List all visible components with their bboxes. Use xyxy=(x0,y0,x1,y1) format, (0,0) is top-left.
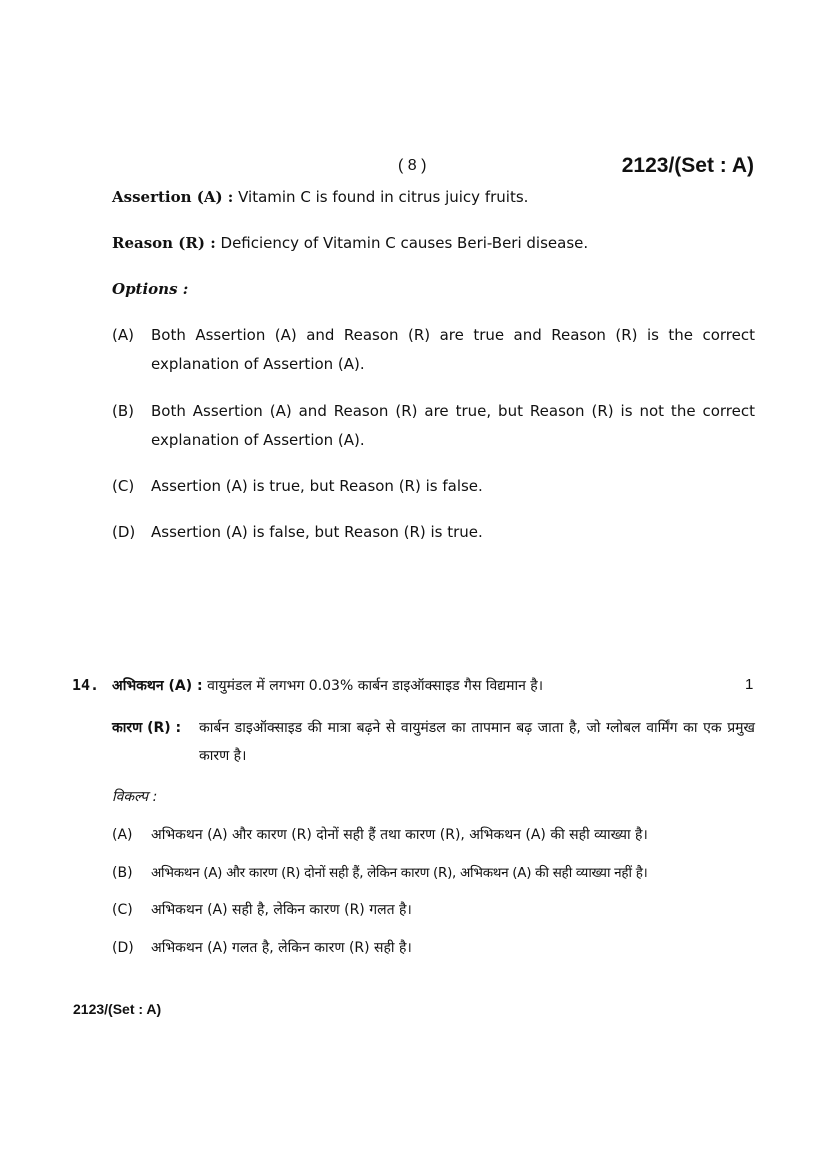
assertion-label: अभिकथन (A) : xyxy=(112,678,203,694)
option-letter: (C) xyxy=(112,902,133,918)
option-letter: (C) xyxy=(112,477,135,495)
option-text: अभिकथन (A) गलत है, लेकिन कारण (R) सही है। xyxy=(151,940,412,956)
question-number: 14. xyxy=(72,676,100,694)
option-text: अभिकथन (A) और कारण (R) दोनों सही हैं तथा कारण (R), अभिकथन (A) की सही व्याख्या है। xyxy=(151,827,648,843)
option-text: Both Assertion (A) and Reason (R) are true, but Reason (R) is not the correct explanation of Assertion (A). xyxy=(151,402,755,449)
option-text: अभिकथन (A) सही है, लेकिन कारण (R) गलत है। xyxy=(151,902,412,918)
q14-option-a xyxy=(112,821,757,850)
assertion-text: Vitamin C is found in citrus juicy fruits. xyxy=(238,188,529,206)
options-heading: Options : xyxy=(112,280,189,298)
assertion-text: वायुमंडल में लगभग 0.03% कार्बन डाइऑक्साइड गैस विद्यमान है। xyxy=(207,678,544,694)
option-letter: (B) xyxy=(112,402,134,420)
option-letter: (A) xyxy=(112,326,134,344)
q13-assertion xyxy=(112,183,772,212)
q13-option-c xyxy=(112,472,755,501)
q14-option-d xyxy=(112,934,757,963)
reason-text: Deficiency of Vitamin C causes Beri-Beri disease. xyxy=(220,234,589,252)
paper-code-header: 2123/(Set : A) xyxy=(621,154,754,177)
reason-label: Reason (R) : xyxy=(112,234,216,252)
option-letter: (D) xyxy=(112,940,134,956)
reason-text: कार्बन डाइऑक्साइड की मात्रा बढ़ने से वायुमंडल का तापमान बढ़ जाता है, जो ग्लोबल वार्मिंग का एक प्रमुख कारण है। xyxy=(199,720,755,764)
assertion-label: Assertion (A) : xyxy=(112,188,234,206)
option-letter: (B) xyxy=(112,865,133,881)
page-number: ( 8 ) xyxy=(398,157,427,174)
option-text: Assertion (A) is true, but Reason (R) is false. xyxy=(151,477,483,495)
option-letter: (D) xyxy=(112,523,136,541)
option-letter: (A) xyxy=(112,827,133,843)
q13-reason xyxy=(112,229,772,258)
q14-reason xyxy=(112,714,755,772)
option-text: अभिकथन (A) और कारण (R) दोनों सही हैं, लेकिन कारण (R), अभिकथन (A) की सही व्याख्या नहीं है। xyxy=(151,865,648,881)
option-text: Both Assertion (A) and Reason (R) are true and Reason (R) is the correct explanation of Assertion (A). xyxy=(151,326,755,373)
q14-assertion xyxy=(112,672,732,701)
options-heading: विकल्प : xyxy=(112,789,158,805)
question-marks: 1 xyxy=(745,676,754,693)
q13-option-b xyxy=(112,397,755,457)
q13-option-d xyxy=(112,518,755,547)
q13-option-a xyxy=(112,321,755,381)
option-text: Assertion (A) is false, but Reason (R) is true. xyxy=(151,523,483,541)
q14-option-c xyxy=(112,896,757,925)
paper-code-footer: 2123/(Set : A) xyxy=(73,1001,162,1017)
q14-option-b xyxy=(112,859,757,888)
reason-label: कारण (R) : xyxy=(112,720,182,736)
